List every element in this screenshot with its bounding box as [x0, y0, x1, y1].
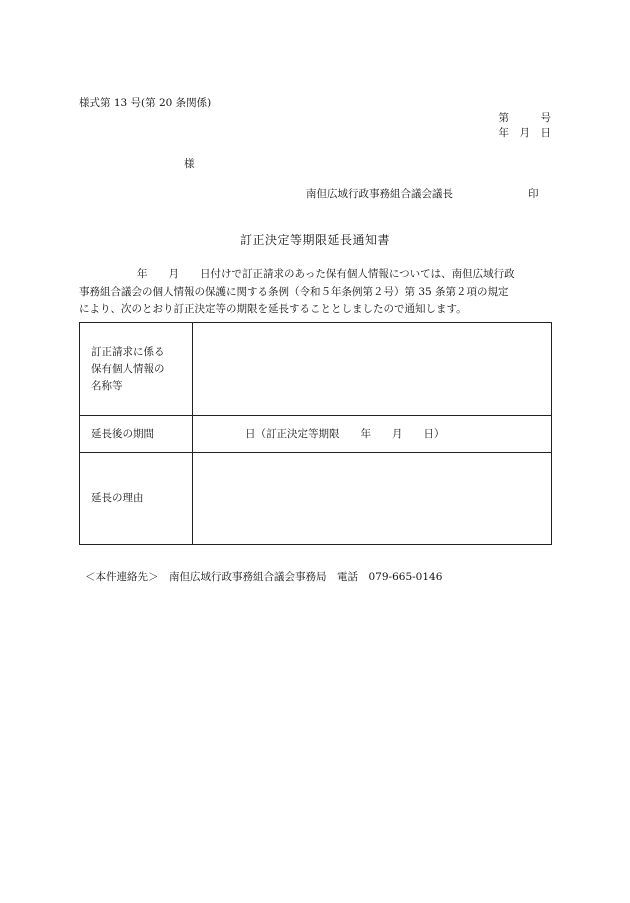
- extension-reason-label: 延長の理由: [80, 453, 193, 545]
- document-number: 第 号: [498, 112, 551, 124]
- table-row: [80, 323, 552, 416]
- table-row: [80, 453, 552, 545]
- document-title: 訂正決定等期限延長通知書: [239, 233, 390, 247]
- table-row: [80, 416, 552, 453]
- extension-reason-value: [193, 453, 552, 545]
- form-number: 様式第 13 号(第 20 条関係): [79, 97, 212, 109]
- seal-mark: 印: [528, 188, 539, 200]
- addressee-suffix: 様: [184, 158, 195, 170]
- notice-body: [79, 266, 553, 319]
- extended-period-value: 日（訂正決定等期限 年 月 日）: [193, 416, 552, 453]
- item-name-label: [80, 323, 193, 416]
- issue-date: 年 月 日: [498, 127, 551, 139]
- item-name-label-line: 名称等: [91, 379, 123, 392]
- notice-body-line: 年 月 日付けで訂正請求のあった保有個人情報については、南但広域行政: [137, 268, 515, 280]
- extension-table: [79, 322, 552, 545]
- contact-info: ＜本件連絡先＞ 南但広域行政事務組合議会事務局 電話 079-665-0146: [85, 571, 443, 583]
- item-name-label-line: 保有個人情報の: [91, 362, 165, 375]
- notice-body-line: により、次のとおり訂正決定等の期限を延長することとしましたので通知します。: [79, 303, 467, 315]
- sender-name: 南但広域行政事務組合議会議長: [306, 188, 453, 200]
- notice-body-line: 事務組合議会の個人情報の保護に関する条例（令和５年条例第２号）第 35 条第２項の規定: [79, 285, 509, 298]
- item-name-label-line: 訂正請求に係る: [91, 345, 165, 358]
- extended-period-label: 延長後の期間: [80, 416, 193, 453]
- item-name-value: [193, 323, 552, 416]
